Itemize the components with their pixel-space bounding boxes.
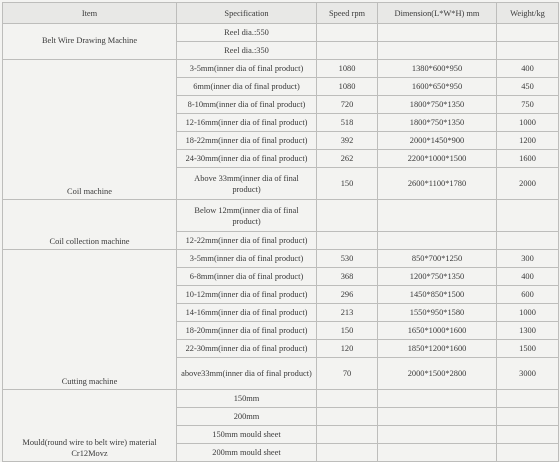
spec-cell: above33mm(inner dia of final product): [177, 358, 317, 390]
weight-cell: 1200: [497, 132, 559, 150]
dimension-cell: 1800*750*1350: [378, 114, 497, 132]
spec-cell: 3-5mm(inner dia of final product): [177, 60, 317, 78]
speed-cell: 392: [317, 132, 378, 150]
spec-cell: Below 12mm(inner dia of final product): [177, 200, 317, 232]
weight-cell: 1000: [497, 304, 559, 322]
table-row: [3, 24, 559, 42]
spec-cell: 14-16mm(inner dia of final product): [177, 304, 317, 322]
speed-cell: 70: [317, 358, 378, 390]
speed-cell: 518: [317, 114, 378, 132]
item-coil-collection: Coil collection machine: [3, 200, 177, 250]
header-weight: Weight/kg: [497, 3, 559, 24]
dimension-cell: 1850*1200*1600: [378, 340, 497, 358]
spec-cell: 12-22mm(inner dia of final product): [177, 232, 317, 250]
item-cutting-machine: Cutting machine: [3, 250, 177, 390]
spec-cell: Above 33mm(inner dia of final product): [177, 168, 317, 200]
speed-cell: 530: [317, 250, 378, 268]
dimension-cell: [378, 24, 497, 42]
spec-cell: 150mm mould sheet: [177, 426, 317, 444]
weight-cell: [497, 200, 559, 232]
dimension-cell: 1650*1000*1600: [378, 322, 497, 340]
weight-cell: [497, 426, 559, 444]
speed-cell: 262: [317, 150, 378, 168]
spec-cell: 200mm mould sheet: [177, 444, 317, 462]
dimension-cell: [378, 232, 497, 250]
spec-cell: 10-12mm(inner dia of final product): [177, 286, 317, 304]
spec-cell: 6mm(inner dia of final product): [177, 78, 317, 96]
speed-cell: [317, 390, 378, 408]
weight-cell: 1500: [497, 340, 559, 358]
header-speed: Speed rpm: [317, 3, 378, 24]
dimension-cell: 1800*750*1350: [378, 96, 497, 114]
header-dimension: Dimension(L*W*H) mm: [378, 3, 497, 24]
dimension-cell: 1600*650*950: [378, 78, 497, 96]
speed-cell: [317, 42, 378, 60]
spec-cell: 3-5mm(inner dia of final product): [177, 250, 317, 268]
speed-cell: 368: [317, 268, 378, 286]
spec-cell: Reel dia.:350: [177, 42, 317, 60]
speed-cell: 296: [317, 286, 378, 304]
machine-spec-table: [2, 2, 559, 462]
header-item: Item: [3, 3, 177, 24]
speed-cell: [317, 200, 378, 232]
dimension-cell: [378, 408, 497, 426]
table-row: [3, 200, 559, 232]
speed-cell: 120: [317, 340, 378, 358]
speed-cell: 1080: [317, 60, 378, 78]
table-row: [3, 60, 559, 78]
weight-cell: [497, 408, 559, 426]
weight-cell: 450: [497, 78, 559, 96]
weight-cell: 750: [497, 96, 559, 114]
spec-cell: 200mm: [177, 408, 317, 426]
weight-cell: 600: [497, 286, 559, 304]
weight-cell: [497, 444, 559, 462]
spec-cell: 150mm: [177, 390, 317, 408]
speed-cell: 720: [317, 96, 378, 114]
speed-cell: 150: [317, 168, 378, 200]
speed-cell: 1080: [317, 78, 378, 96]
weight-cell: 300: [497, 250, 559, 268]
dimension-cell: 1380*600*950: [378, 60, 497, 78]
spec-cell: 18-22mm(inner dia of final product): [177, 132, 317, 150]
weight-cell: [497, 42, 559, 60]
dimension-cell: 1200*750*1350: [378, 268, 497, 286]
speed-cell: [317, 232, 378, 250]
weight-cell: 1000: [497, 114, 559, 132]
speed-cell: [317, 426, 378, 444]
item-mould: Mould(round wire to belt wire) material Cr12Movz: [3, 390, 177, 462]
weight-cell: 3000: [497, 358, 559, 390]
dimension-cell: [378, 200, 497, 232]
dimension-cell: 2000*1450*900: [378, 132, 497, 150]
item-coil-machine: Coil machine: [3, 60, 177, 200]
weight-cell: 400: [497, 60, 559, 78]
spec-cell: 6-8mm(inner dia of final product): [177, 268, 317, 286]
dimension-cell: 850*700*1250: [378, 250, 497, 268]
dimension-cell: [378, 42, 497, 60]
dimension-cell: 1550*950*1580: [378, 304, 497, 322]
spec-cell: 24-30mm(inner dia of final product): [177, 150, 317, 168]
dimension-cell: 2000*1500*2800: [378, 358, 497, 390]
weight-cell: [497, 390, 559, 408]
dimension-cell: [378, 390, 497, 408]
spec-cell: 12-16mm(inner dia of final product): [177, 114, 317, 132]
spec-cell: 22-30mm(inner dia of final product): [177, 340, 317, 358]
speed-cell: [317, 444, 378, 462]
weight-cell: 400: [497, 268, 559, 286]
dimension-cell: 2200*1000*1500: [378, 150, 497, 168]
speed-cell: [317, 24, 378, 42]
spec-cell: 18-20mm(inner dia of final product): [177, 322, 317, 340]
spec-cell: Reel dia.:550: [177, 24, 317, 42]
dimension-cell: 1450*850*1500: [378, 286, 497, 304]
dimension-cell: 2600*1100*1780: [378, 168, 497, 200]
weight-cell: [497, 232, 559, 250]
dimension-cell: [378, 426, 497, 444]
weight-cell: [497, 24, 559, 42]
header-row: [3, 3, 559, 24]
weight-cell: 2000: [497, 168, 559, 200]
speed-cell: [317, 408, 378, 426]
speed-cell: 150: [317, 322, 378, 340]
spec-cell: 8-10mm(inner dia of final product): [177, 96, 317, 114]
weight-cell: 1600: [497, 150, 559, 168]
table-row: [3, 390, 559, 408]
header-specification: Specification: [177, 3, 317, 24]
speed-cell: 213: [317, 304, 378, 322]
item-belt-wire-drawing: Belt Wire Drawing Machine: [3, 24, 177, 60]
table-row: [3, 250, 559, 268]
dimension-cell: [378, 444, 497, 462]
weight-cell: 1300: [497, 322, 559, 340]
